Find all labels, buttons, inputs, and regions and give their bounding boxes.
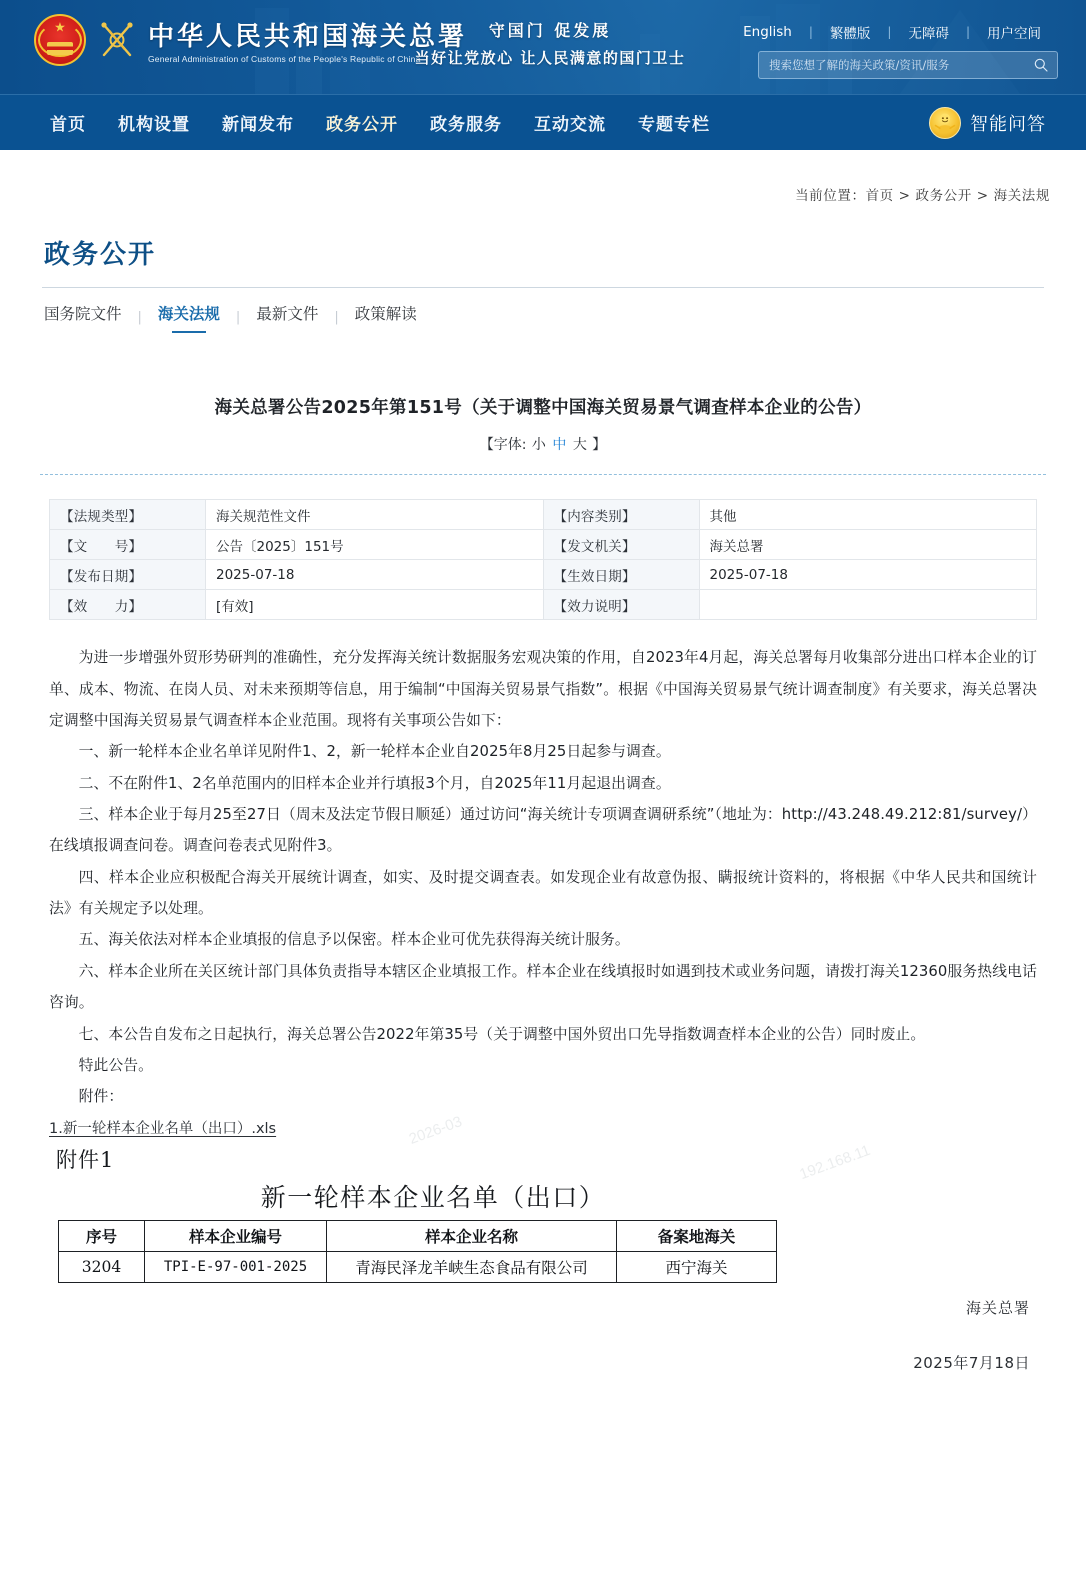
tab-separator: | [235, 310, 241, 325]
font-size-control [38, 434, 1048, 454]
tab-separator: | [137, 310, 142, 325]
paragraph-item-2: 二、不在附件1、2名单范围内的旧样本企业并行填报3个月，自2025年11月起退出调查。 [78, 774, 671, 792]
column-header-registration-customs: 备案地海关 [617, 1220, 777, 1251]
smart-qa-label: 智能问答 [970, 113, 1046, 135]
attachment-link-1[interactable]: 1.新一轮样本企业名单（出口）.xls [49, 1120, 277, 1137]
meta-label-publish-date: 【发布日期】 [50, 560, 206, 590]
meta-label-regulation-type: 【法规类型】 [50, 500, 206, 530]
paragraph-closing: 特此公告。 [78, 1056, 154, 1074]
font-size-small-button[interactable]: 小 [531, 437, 546, 454]
meta-label-content-category: 【内容类别】 [543, 500, 699, 530]
site-header [0, 0, 1086, 94]
table-row [50, 560, 1037, 590]
appendix-title: 新一轮样本企业名单（出口） [260, 1182, 606, 1212]
font-size-suffix: 】 [592, 437, 607, 454]
slogan-line-1: 守国门 促发展 [488, 21, 612, 40]
document-body [49, 642, 1037, 1137]
paragraph-attachments-label: 附件： [78, 1088, 124, 1106]
utility-links [726, 22, 1058, 42]
utility-separator: | [887, 25, 892, 39]
meta-value-validity: [有效] [206, 590, 544, 620]
signature-organization: 海关总署 [965, 1298, 1030, 1317]
meta-value-effective-date: 2025-07-18 [699, 560, 1037, 590]
meta-value-publish-date: 2025-07-18 [206, 560, 544, 590]
meta-value-regulation-type: 海关规范性文件 [206, 500, 544, 530]
meta-label-document-number: 【文 号】 [50, 530, 206, 560]
search-box[interactable] [758, 51, 1058, 79]
nav-item-news[interactable]: 新闻发布 [222, 115, 294, 135]
meta-label-effective-date: 【生效日期】 [543, 560, 699, 590]
tab-customs-regulations[interactable]: 海关法规 [142, 302, 236, 333]
breadcrumb-item-current: 海关法规 [993, 188, 1050, 204]
search-input[interactable] [769, 58, 1033, 72]
utility-separator: | [965, 25, 970, 39]
table-row [50, 590, 1037, 620]
tab-state-council-documents[interactable]: 国务院文件 [44, 305, 122, 323]
paragraph-item-6: 六、样本企业所在关区统计部门具体负责指导本辖区企业填报工作。样本企业在线填报时如遇到技术或业务问题，请拨打海关12360服务热线电话咨询。 [49, 962, 1037, 1012]
org-name-en: General Administration of Customs of the People's Republic of China [148, 54, 421, 64]
meta-label-validity: 【效 力】 [50, 590, 206, 620]
breadcrumb-prefix: 当前位置： [795, 188, 866, 204]
tab-policy-interpretation[interactable]: 政策解读 [354, 305, 417, 323]
appendix-sample-enterprise-table [58, 1220, 777, 1283]
section-header [38, 204, 1048, 333]
table-row [59, 1251, 777, 1282]
link-english[interactable]: English [743, 24, 792, 40]
cell-registration-customs: 西宁海关 [617, 1251, 777, 1282]
link-user-space[interactable]: 用户空间 [987, 26, 1041, 42]
paragraph-item-5: 五、海关依法对样本企业填报的信息予以保密。样本企业可优先获得海关统计服务。 [78, 931, 630, 949]
nav-item-government-affairs-disclosure[interactable]: 政务公开 [326, 115, 398, 135]
national-emblem-icon: ★ [34, 14, 86, 66]
appendix-label: 附件1 [56, 1147, 115, 1172]
nav-item-special-topics[interactable]: 专题专栏 [638, 115, 710, 135]
signature-date: 2025年7月18日 [913, 1353, 1030, 1372]
watermark: 2026-03 [406, 1112, 465, 1148]
meta-value-validity-note [699, 590, 1037, 620]
meta-value-document-number: 公告〔2025〕151号 [206, 530, 544, 560]
meta-label-issuing-authority: 【发文机关】 [543, 530, 699, 560]
column-header-enterprise-code: 样本企业编号 [145, 1220, 327, 1251]
paragraph-item-1: 一、新一轮样本企业名单详见附件1、2，新一轮样本企业自2025年8月25日起参与调查。 [78, 743, 671, 761]
paragraph-intro: 为进一步增强外贸形势研判的准确性，充分发挥海关统计数据服务宏观决策的作用，自2023年4月起，海关总署每月收集部分进出口样本企业的订单、成本、物流、在岗人员、对未来预期等信息，用于编制“中国海关贸易景气指数”。根据《中国海关贸易景气统计调查制度》有关要求，海关总署决定调整中国海关贸易景气调查样本企业范围。现将有关事项公告如下： [49, 649, 1037, 729]
mascot-icon [929, 107, 961, 139]
table-row [50, 500, 1037, 530]
paragraph-item-7: 七、本公告自发布之日起执行，海关总署公告2022年第35号（关于调整中国外贸出口先导指数调查样本企业的公告）同时废止。 [78, 1025, 926, 1043]
title-divider [40, 474, 1046, 475]
breadcrumb-separator: > [893, 188, 916, 204]
paragraph-item-4: 四、样本企业应积极配合海关开展统计调查，如实、及时提交调查表。如发现企业有故意伪报、瞒报统计资料的，将根据《中华人民共和国统计法》有关规定予以处理。 [49, 868, 1037, 918]
watermark: 192.168.11 [797, 1141, 873, 1183]
meta-label-validity-note: 【效力说明】 [543, 590, 699, 620]
breadcrumb-item-home[interactable]: 首页 [865, 188, 894, 204]
breadcrumb [0, 150, 1086, 204]
article [38, 333, 1048, 1373]
cell-enterprise-code: TPI-E-97-001-2025 [145, 1251, 327, 1282]
table-row [50, 530, 1037, 560]
link-traditional-chinese[interactable]: 繁體版 [829, 26, 871, 42]
org-name-cn: 中华人民共和国海关总署 [148, 22, 468, 52]
nav-item-interaction[interactable]: 互动交流 [534, 115, 606, 135]
cell-serial-number: 3204 [59, 1251, 145, 1282]
tab-separator: | [334, 310, 339, 325]
utility-separator: | [808, 25, 813, 39]
slogan-line-2: 当好让党放心 让人民满意的国门卫士 [414, 49, 686, 67]
cell-enterprise-name: 青海民泽龙羊峡生态食品有限公司 [327, 1251, 617, 1282]
column-header-enterprise-name: 样本企业名称 [327, 1220, 617, 1251]
meta-value-content-category: 其他 [699, 500, 1037, 530]
nav-item-organization[interactable]: 机构设置 [118, 115, 190, 135]
mascot-figure-icon [932, 110, 958, 136]
page-title: 政务公开 [44, 240, 157, 270]
document-signature [38, 1297, 1048, 1373]
paragraph-item-3: 三、样本企业于每月25至27日（周末及法定节假日顺延）通过访问“海关统计专项调查调研系统”（地址为：http://43.248.49.212:81/survey/）在线填报调查问卷。调查问卷表式见附件3。 [49, 806, 1037, 855]
breadcrumb-separator: > [971, 188, 994, 204]
meta-value-issuing-authority: 海关总署 [699, 530, 1037, 560]
smart-qa-button[interactable] [929, 107, 1046, 139]
search-icon[interactable] [1033, 57, 1049, 73]
tab-latest-documents[interactable]: 最新文件 [256, 305, 319, 323]
nav-item-list [0, 110, 726, 135]
link-accessibility[interactable]: 无障碍 [908, 26, 949, 42]
font-size-prefix: 【字体: [479, 437, 527, 454]
font-size-medium-button[interactable]: 中 [552, 437, 567, 454]
nav-item-government-services[interactable]: 政务服务 [430, 115, 502, 135]
font-size-large-button[interactable]: 大 [572, 437, 587, 454]
header-slogan [400, 18, 700, 68]
breadcrumb-item-disclosure[interactable]: 政务公开 [915, 188, 972, 204]
section-tabs [38, 288, 1048, 333]
main-navigation [0, 94, 1086, 150]
column-header-serial-number: 序号 [59, 1220, 145, 1251]
nav-item-home[interactable]: 首页 [50, 115, 86, 135]
document-metadata-table [49, 499, 1037, 620]
table-header-row [59, 1220, 777, 1251]
document-title: 海关总署公告2025年第151号（关于调整中国海关贸易景气调查样本企业的公告） [214, 398, 872, 418]
customs-caduceus-icon [96, 17, 138, 63]
